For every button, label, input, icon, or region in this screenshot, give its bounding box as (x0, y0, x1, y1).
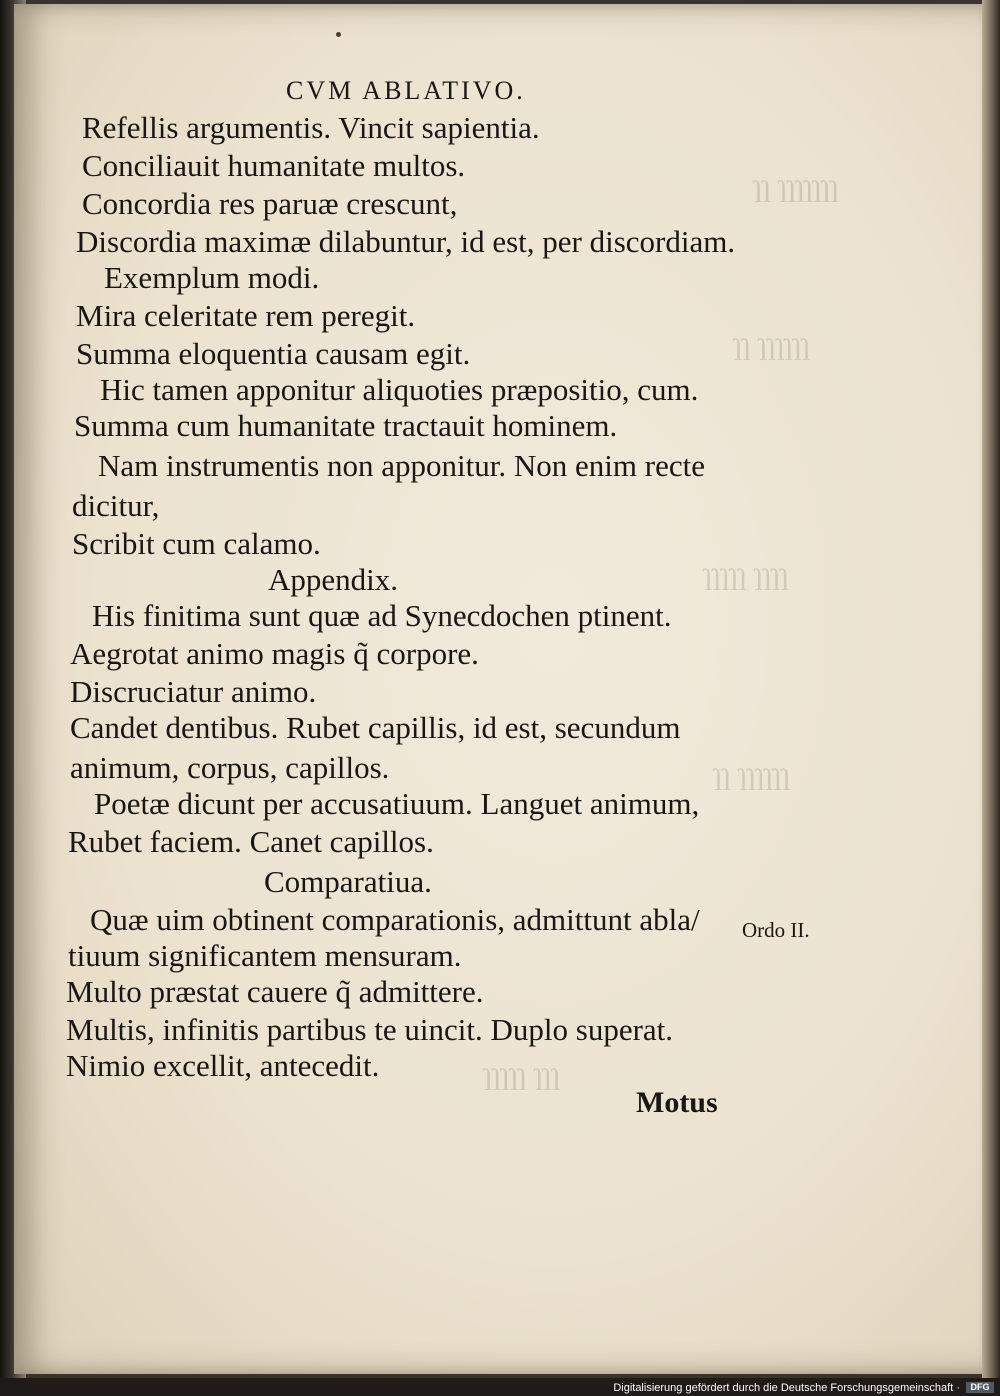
text-line: Discruciatur animo. (70, 674, 317, 709)
text-line: Summa eloquentia causam egit. (76, 336, 471, 371)
section-heading: Comparatiua. (264, 864, 432, 899)
text-line: Refellis argumentis. Vincit sapientia. (82, 110, 540, 145)
show-through-texture: ſſſſſſſ ſſ (754, 174, 840, 209)
text-line: Hic tamen apponitur aliquoties præpositio, cum. (100, 372, 699, 407)
show-through-texture: ſſſſſſ ſſ (734, 332, 811, 367)
page-stack-edge (982, 0, 1000, 1378)
text-line: Rubet faciem. Canet capillos. (68, 824, 434, 859)
text-line: Multo præstat cauere q̃ admittere. (66, 974, 484, 1009)
text-line: Aegrotat animo magis q̃ corpore. (70, 636, 479, 671)
ink-speck (336, 32, 341, 37)
text-line: animum, corpus, capillos. (70, 750, 390, 785)
marginal-note: Ordo II. (742, 918, 810, 942)
section-heading: Appendix. (268, 562, 399, 597)
text-line: Exemplum modi. (104, 260, 320, 295)
text-line: His finitima sunt quæ ad Synecdochen ptinent. (92, 598, 672, 633)
show-through-texture: ſſſ ſſſſſ (484, 1062, 561, 1097)
text-line: Poetæ dicunt per accusatiuum. Languet animum, (94, 786, 700, 821)
text-line: Conciliauit humanitate multos. (82, 148, 466, 183)
show-through-texture: ſſſſ ſſſſſ (704, 562, 790, 597)
show-through-texture: ſſſſſſ ſſ (714, 762, 791, 797)
text-line: Summa cum humanitate tractauit hominem. (74, 408, 618, 443)
text-line: tiuum significantem mensuram. (68, 938, 462, 973)
text-line: Mira celeritate rem peregit. (76, 298, 416, 333)
text-line: Candet dentibus. Rubet capillis, id est, secundum (70, 710, 681, 745)
text-line: Nam instrumentis non apponitur. Non enim recte (98, 448, 705, 483)
text-line: Multis, infinitis partibus te uincit. Duplo superat. (66, 1012, 674, 1047)
catchword: Motus (636, 1086, 718, 1119)
text-line: Discordia maximæ dilabuntur, id est, per discordiam. (76, 224, 736, 259)
running-head: CVM ABLATIVO. (286, 76, 526, 105)
text-line: dicitur, (72, 488, 160, 523)
text-line: Concordia res paruæ crescunt, (82, 186, 458, 221)
footer-credit: Digitalisierung gefördert durch die Deutsche Forschungsgemeinschaft · (613, 1382, 960, 1394)
text-line: Quæ uim obtinent comparationis, admittunt abla/ (90, 902, 700, 937)
dfg-logo-icon: DFG (966, 1382, 994, 1393)
text-line: Scribit cum calamo. (72, 526, 321, 561)
text-line: Nimio excellit, antecedit. (66, 1048, 380, 1083)
footer-bar (0, 1378, 1000, 1396)
